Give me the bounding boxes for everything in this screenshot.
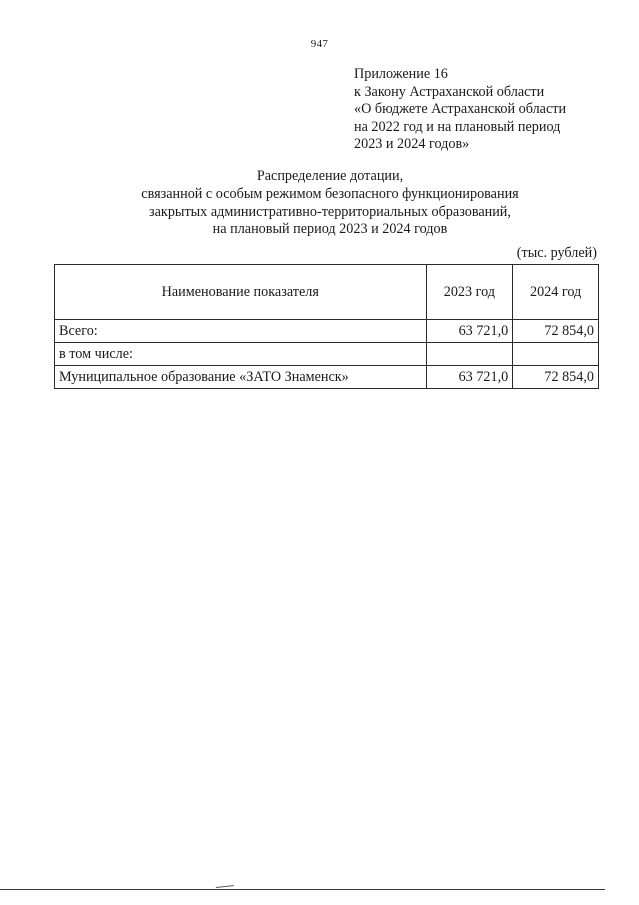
document-title bbox=[0, 168, 639, 239]
row-value-2024: 72 854,0 bbox=[513, 320, 599, 343]
header-indicator-name: Наименование показателя bbox=[55, 265, 427, 320]
table-row bbox=[55, 366, 599, 389]
subsidy-table bbox=[54, 264, 599, 389]
appendix-line: к Закону Астраханской области bbox=[354, 83, 545, 100]
appendix-line: «О бюджете Астраханской области bbox=[354, 101, 567, 118]
header-year-2023: 2023 год bbox=[426, 265, 513, 320]
appendix-line: на 2022 год и на плановый период bbox=[354, 118, 561, 135]
scan-mark bbox=[216, 885, 234, 891]
title-line: связанной с особым режимом безопасного функционирования bbox=[141, 185, 519, 202]
appendix-line: Приложение 16 bbox=[354, 66, 448, 82]
units-label: (тыс. рублей) bbox=[516, 245, 597, 261]
row-value-2024: 72 854,0 bbox=[513, 366, 599, 389]
title-line: Распределение дотации, bbox=[256, 168, 404, 184]
row-value-2023: 63 721,0 bbox=[426, 320, 513, 343]
header-year-2024: 2024 год bbox=[513, 265, 599, 320]
row-name: Муниципальное образование «ЗАТО Знаменск» bbox=[55, 366, 427, 389]
footer-rule bbox=[0, 889, 605, 890]
table-row bbox=[55, 320, 599, 343]
row-value-2023 bbox=[426, 343, 513, 366]
page-number: 947 bbox=[310, 38, 329, 50]
table-header-row bbox=[55, 265, 599, 320]
row-value-2024 bbox=[513, 343, 599, 366]
row-value-2023: 63 721,0 bbox=[426, 366, 513, 389]
table-row bbox=[55, 343, 599, 366]
appendix-block bbox=[354, 66, 624, 154]
row-name: Всего: bbox=[55, 320, 427, 343]
row-name: в том числе: bbox=[55, 343, 427, 366]
appendix-line: 2023 и 2024 годов» bbox=[354, 136, 470, 153]
title-line: на плановый период 2023 и 2024 годов bbox=[212, 221, 448, 238]
title-line: закрытых административно-территориальных образований, bbox=[149, 203, 511, 220]
